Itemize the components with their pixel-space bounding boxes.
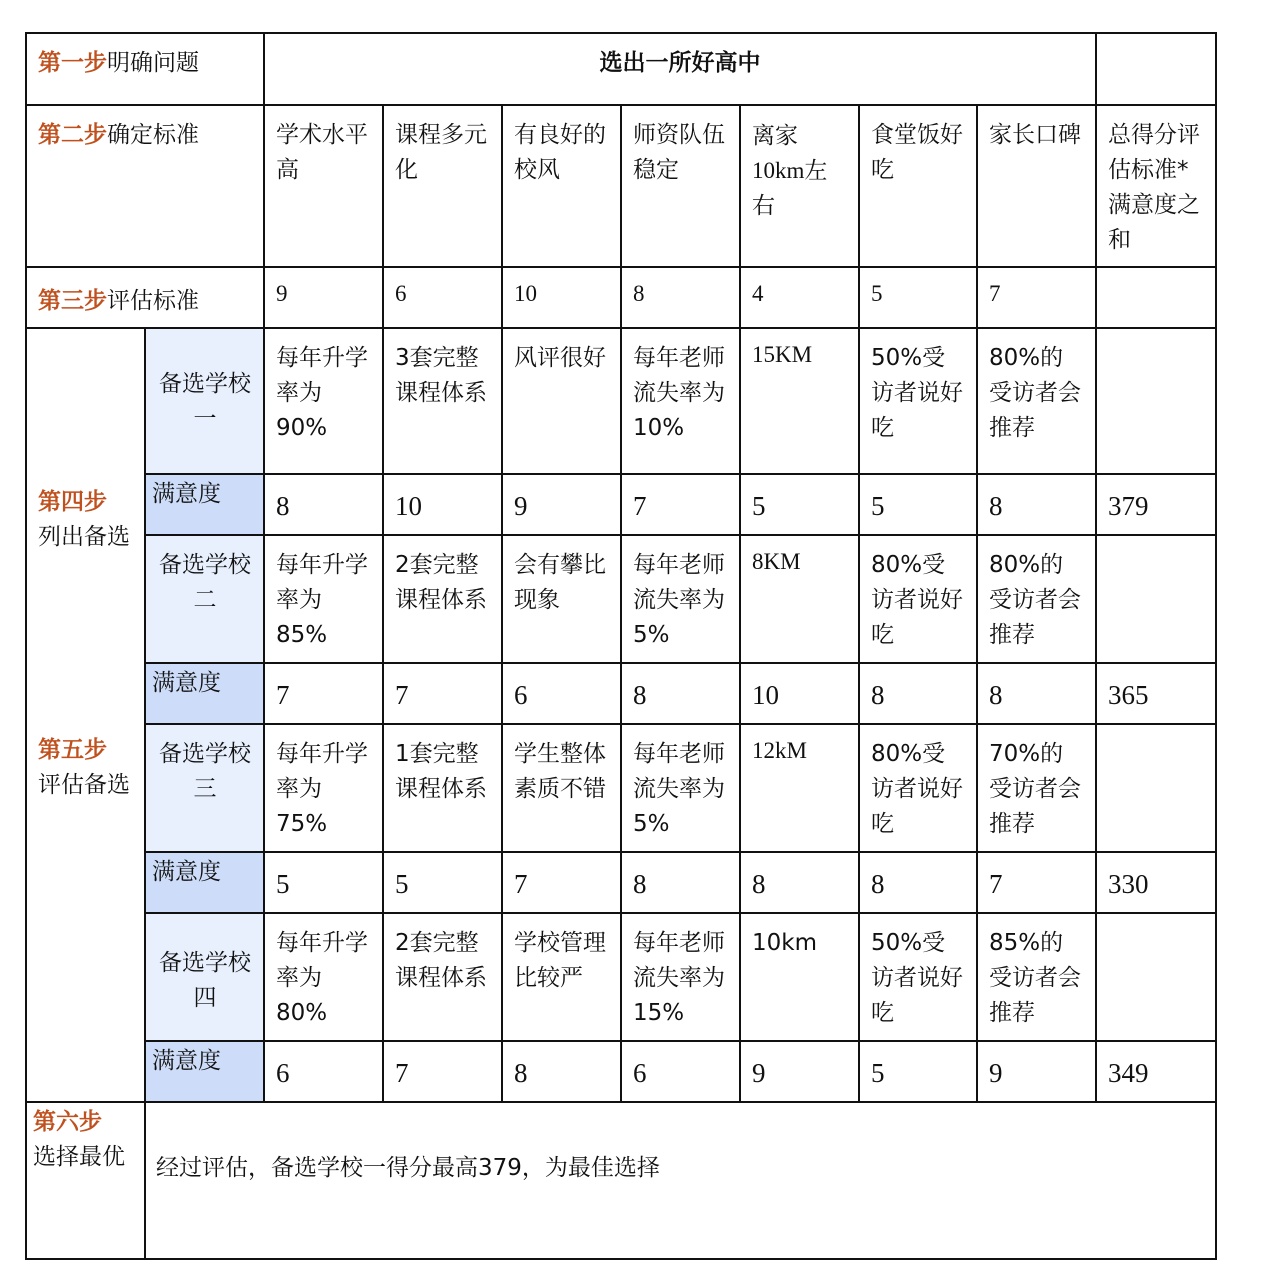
school-desc: 风评很好 — [502, 328, 621, 474]
empty-cell — [1096, 328, 1216, 474]
step-6-number: 第六步 — [33, 1109, 102, 1135]
empty-cell — [1096, 33, 1216, 105]
step-3-cell — [26, 267, 264, 328]
steps-4-5-cell — [26, 328, 145, 1102]
weight-cell: 9 — [264, 267, 383, 328]
step-6-label: 选择最优 — [33, 1144, 125, 1170]
weight-cell: 8 — [621, 267, 740, 328]
step-2-label: 确定标准 — [107, 122, 199, 148]
score-cell: 5 — [859, 474, 977, 535]
school-2-score-row — [26, 663, 1216, 724]
score-cell: 7 — [621, 474, 740, 535]
score-cell: 8 — [502, 1041, 621, 1102]
step-4-block — [38, 485, 134, 555]
weight-cell: 4 — [740, 267, 859, 328]
criterion-distance: 离家10km左右 — [740, 105, 859, 267]
criterion-teachers: 师资队伍稳定 — [621, 105, 740, 267]
score-cell: 8 — [621, 852, 740, 913]
satisfaction-label: 满意度 — [145, 663, 264, 724]
score-cell: 5 — [859, 1041, 977, 1102]
score-cell: 7 — [383, 1041, 502, 1102]
row-step-3 — [26, 267, 1216, 328]
score-cell: 10 — [740, 663, 859, 724]
step-1-number: 第一步 — [38, 50, 107, 76]
weight-cell: 5 — [859, 267, 977, 328]
total-score: 379 — [1096, 474, 1216, 535]
step-4-label: 列出备选 — [38, 524, 130, 550]
school-name: 备选学校三 — [145, 724, 264, 852]
school-desc: 每年升学率为90% — [264, 328, 383, 474]
school-desc: 2套完整课程体系 — [383, 535, 502, 663]
weight-cell: 7 — [977, 267, 1096, 328]
satisfaction-label: 满意度 — [145, 474, 264, 535]
step-4-number: 第四步 — [38, 489, 107, 515]
school-desc: 50%受访者说好吃 — [859, 328, 977, 474]
score-cell: 6 — [621, 1041, 740, 1102]
total-score: 349 — [1096, 1041, 1216, 1102]
weight-cell: 6 — [383, 267, 502, 328]
school-desc: 每年升学率为80% — [264, 913, 383, 1041]
empty-cell — [1096, 913, 1216, 1041]
problem-title: 选出一所好高中 — [264, 33, 1096, 105]
empty-cell — [1096, 267, 1216, 328]
school-desc: 每年老师流失率为5% — [621, 535, 740, 663]
satisfaction-label: 满意度 — [145, 852, 264, 913]
step-1-label: 明确问题 — [107, 50, 199, 76]
step-3-label: 评估标准 — [107, 288, 199, 314]
school-3-row — [26, 724, 1216, 852]
school-desc: 85%的受访者会推荐 — [977, 913, 1096, 1041]
score-cell: 6 — [502, 663, 621, 724]
score-cell: 8 — [977, 663, 1096, 724]
school-desc: 2套完整课程体系 — [383, 913, 502, 1041]
step-6-cell — [26, 1102, 145, 1259]
school-desc: 每年老师流失率为15% — [621, 913, 740, 1041]
criterion-academic: 学术水平高 — [264, 105, 383, 267]
school-4-row — [26, 913, 1216, 1041]
criterion-reputation: 家长口碑 — [977, 105, 1096, 267]
empty-cell — [1096, 535, 1216, 663]
school-1-score-row — [26, 474, 1216, 535]
school-desc: 会有攀比现象 — [502, 535, 621, 663]
school-desc: 8KM — [740, 535, 859, 663]
school-desc: 80%的受访者会推荐 — [977, 328, 1096, 474]
score-cell: 7 — [502, 852, 621, 913]
step-3-number: 第三步 — [38, 288, 107, 314]
school-desc: 每年升学率为85% — [264, 535, 383, 663]
school-desc: 每年升学率为75% — [264, 724, 383, 852]
step-1-cell — [26, 33, 264, 105]
score-cell: 8 — [977, 474, 1096, 535]
score-cell: 5 — [740, 474, 859, 535]
satisfaction-label: 满意度 — [145, 1041, 264, 1102]
score-cell: 9 — [740, 1041, 859, 1102]
criterion-canteen: 食堂饭好吃 — [859, 105, 977, 267]
school-name: 备选学校一 — [145, 328, 264, 474]
score-cell: 10 — [383, 474, 502, 535]
school-desc: 每年老师流失率为5% — [621, 724, 740, 852]
score-cell: 8 — [859, 663, 977, 724]
score-cell: 9 — [977, 1041, 1096, 1102]
score-cell: 8 — [621, 663, 740, 724]
score-cell: 6 — [264, 1041, 383, 1102]
school-desc: 15KM — [740, 328, 859, 474]
score-cell: 7 — [264, 663, 383, 724]
school-4-score-row — [26, 1041, 1216, 1102]
school-desc: 80%受访者说好吃 — [859, 535, 977, 663]
school-3-score-row — [26, 852, 1216, 913]
school-desc: 3套完整课程体系 — [383, 328, 502, 474]
school-desc: 学生整体素质不错 — [502, 724, 621, 852]
score-cell: 8 — [740, 852, 859, 913]
school-1-row — [26, 328, 1216, 474]
step-5-block — [38, 733, 134, 803]
school-desc: 每年老师流失率为10% — [621, 328, 740, 474]
school-desc: 1套完整课程体系 — [383, 724, 502, 852]
criterion-curriculum: 课程多元化 — [383, 105, 502, 267]
score-cell: 5 — [264, 852, 383, 913]
school-desc: 10km — [740, 913, 859, 1041]
decision-table — [25, 32, 1217, 1260]
empty-cell — [1096, 724, 1216, 852]
score-cell: 8 — [859, 852, 977, 913]
total-score: 330 — [1096, 852, 1216, 913]
school-desc: 50%受访者说好吃 — [859, 913, 977, 1041]
school-desc: 80%的受访者会推荐 — [977, 535, 1096, 663]
step-5-number: 第五步 — [38, 737, 107, 763]
criterion-culture: 有良好的校风 — [502, 105, 621, 267]
row-step-2 — [26, 105, 1216, 267]
school-desc: 12kM — [740, 724, 859, 852]
school-name: 备选学校二 — [145, 535, 264, 663]
school-name: 备选学校四 — [145, 913, 264, 1041]
conclusion-text: 经过评估，备选学校一得分最高379，为最佳选择 — [145, 1102, 1216, 1259]
school-desc: 70%的受访者会推荐 — [977, 724, 1096, 852]
criterion-total: 总得分评估标准*满意度之和 — [1096, 105, 1216, 267]
row-step-6 — [26, 1102, 1216, 1259]
score-cell: 8 — [264, 474, 383, 535]
score-cell: 9 — [502, 474, 621, 535]
total-score: 365 — [1096, 663, 1216, 724]
step-5-label: 评估备选 — [38, 772, 130, 798]
school-desc: 80%受访者说好吃 — [859, 724, 977, 852]
score-cell: 7 — [383, 663, 502, 724]
row-step-1 — [26, 33, 1216, 105]
weight-cell: 10 — [502, 267, 621, 328]
step-2-number: 第二步 — [38, 122, 107, 148]
school-desc: 学校管理比较严 — [502, 913, 621, 1041]
score-cell: 5 — [383, 852, 502, 913]
school-2-row — [26, 535, 1216, 663]
score-cell: 7 — [977, 852, 1096, 913]
step-2-cell — [26, 105, 264, 267]
